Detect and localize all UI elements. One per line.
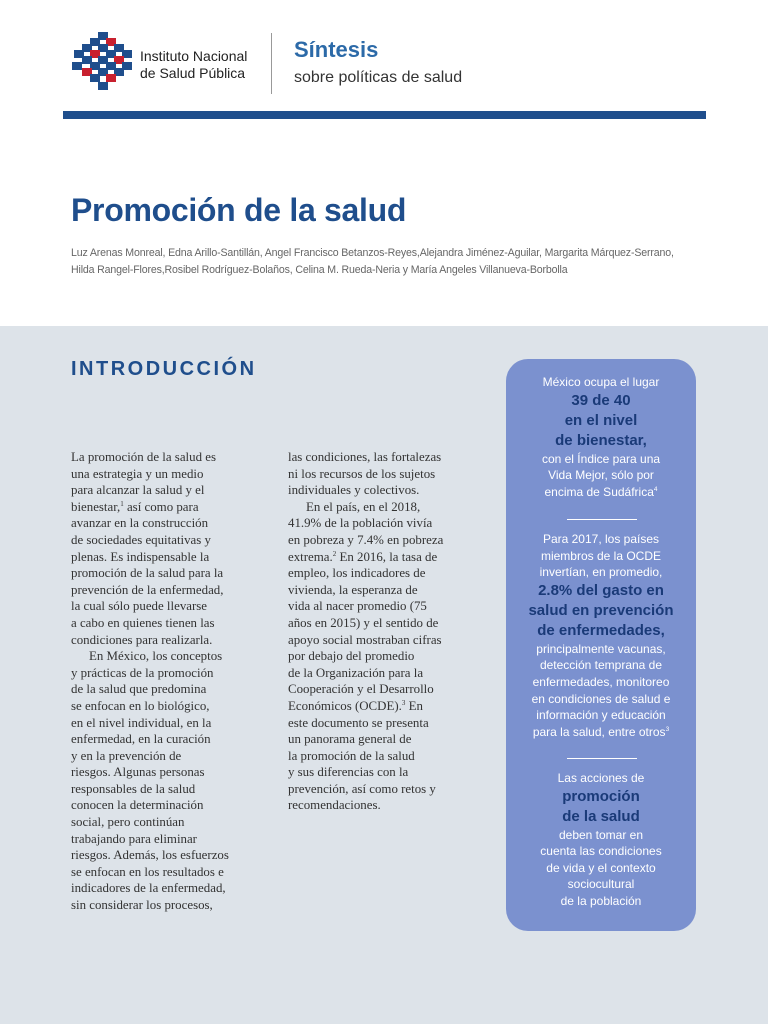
sidebar-text: de vida y el contexto (546, 860, 656, 875)
sidebar-text: de la población (560, 893, 642, 908)
text-line (288, 698, 483, 715)
sidebar-text (506, 724, 696, 741)
text-line: responsables de la salud (71, 781, 196, 796)
text-line: sin considerar los procesos, (71, 898, 213, 913)
sidebar-emphasis: promoción (562, 787, 640, 805)
text-line: años en 2015) y el sentido de (288, 615, 439, 630)
text-line: indicadores de la enfermedad, (71, 881, 226, 896)
text-line (288, 549, 483, 566)
text-line: recomendaciones. (288, 798, 381, 813)
sidebar-divider (567, 758, 637, 759)
authors-line-2: Hilda Rangel-Flores,Rosibel Rodríguez-Bolaños, Celina M. Rueda-Neria y María Angeles Villanueva-Borbolla (71, 264, 568, 276)
text-line: para alcanzar la salud y el (71, 483, 205, 498)
series-title: Síntesis (294, 37, 379, 62)
sidebar-fragment: encima de Sudáfrica (544, 484, 654, 499)
text-line: apoyo social mostraban cifras (288, 632, 442, 647)
footnote-ref: 2 (332, 549, 337, 558)
sidebar-divider (567, 519, 637, 520)
text-line: una estrategia y un medio (71, 466, 204, 481)
sidebar-text: cuenta las condiciones (540, 844, 662, 859)
text-line: y sus diferencias con la (288, 765, 409, 780)
text-fragment: En (405, 698, 423, 713)
text-line: promoción de la salud para la (71, 566, 224, 581)
series-subtitle: sobre políticas de salud (294, 69, 463, 86)
text-fragment: extrema. (288, 549, 333, 564)
text-line: a cabo en quienes tienen las (71, 615, 215, 630)
sidebar-emphasis: 39 de 40 (571, 391, 631, 409)
text-line: vida al nacer promedio (75 (288, 599, 427, 614)
sidebar-text: México ocupa el lugar (542, 375, 660, 389)
sidebar-text: deben tomar en (558, 827, 644, 842)
institute-line-1: Instituto Nacional (140, 48, 248, 64)
sidebar-text: sociocultural (567, 877, 635, 892)
sidebar-block-promotion (506, 770, 696, 910)
text-line: social, pero continúan (71, 815, 185, 830)
authors (71, 245, 711, 279)
text-line: de la salud que predomina (71, 682, 207, 697)
text-line: y prácticas de la promoción (71, 665, 214, 680)
document-title: Promoción de la salud (71, 192, 407, 228)
text-line: La promoción de la salud es (71, 450, 216, 464)
sidebar-block-ocde (506, 531, 696, 740)
sidebar-text: miembros de la OCDE (540, 548, 662, 563)
sidebar-text: Para 2017, los países (542, 532, 660, 546)
text-line: conocen la determinación (71, 798, 204, 813)
text-fragment: así como para (123, 499, 199, 514)
sidebar-emphasis: salud en prevención (528, 601, 674, 619)
text-fragment: En 2016, la tasa de (336, 549, 438, 564)
sidebar-text: invertían, en promedio, (539, 565, 663, 580)
text-line: las condiciones, las fortalezas (288, 450, 442, 464)
text-line: en pobreza y 7.4% en pobreza (288, 532, 444, 547)
text-line: trabajando para eliminar (71, 831, 197, 846)
text-line: vivienda, la esperanza de (288, 582, 418, 597)
sidebar-text: detección temprana de (539, 658, 663, 673)
footnote-ref: 3 (665, 725, 670, 733)
insp-logo-icon (72, 32, 134, 90)
sidebar-text: información y educación (536, 708, 666, 723)
sidebar-text: en condiciones de salud e (531, 691, 671, 706)
text-column-2 (288, 449, 483, 814)
sidebar-text: Vida Mejor, sólo por (548, 468, 654, 483)
text-line: prevención de la enfermedad, (71, 582, 224, 597)
text-line: 41.9% de la población vivía (288, 516, 433, 531)
header-rule (63, 111, 706, 119)
footnote-ref: 1 (120, 499, 124, 508)
text-fragment: bienestar, (71, 499, 121, 514)
authors-line-1: Luz Arenas Monreal, Edna Arillo-Santillán, Angel Francisco Betanzos-Reyes,Alejandra Jiménez-Aguilar, Margarita Márquez-Serrano, (71, 247, 674, 259)
text-line: plenas. Es indispensable la (71, 549, 210, 564)
sidebar-emphasis: de bienestar, (555, 431, 647, 449)
text-line: un panorama general de (288, 732, 412, 747)
text-line: avanzar en la construcción (71, 516, 209, 531)
text-line: individuales y colectivos. (288, 483, 420, 498)
text-line: en el nivel individual, en la (71, 715, 212, 730)
sidebar-text: con el Índice para una (541, 451, 661, 466)
text-line: la promoción de la salud (288, 748, 415, 763)
sidebar-fragment: para la salud, entre otros (532, 724, 666, 739)
sidebar-emphasis: 2.8% del gasto en (538, 581, 664, 599)
text-line: riesgos. Además, los esfuerzos (71, 848, 229, 863)
text-line: En México, los conceptos (89, 649, 223, 664)
text-line: de sociedades equitativas y (71, 532, 211, 547)
text-line: En el país, en el 2018, (306, 499, 421, 514)
sidebar-emphasis: de la salud (562, 807, 640, 825)
text-line: prevención, así como retos y (288, 781, 436, 796)
sidebar-block-wellbeing (506, 374, 696, 500)
text-line: Cooperación y el Desarrollo (288, 682, 434, 697)
text-fragment: Económicos (OCDE). (288, 698, 402, 713)
text-line: condiciones para realizarla. (71, 632, 213, 647)
institute-line-2: de Salud Pública (140, 65, 246, 81)
footnote-ref: 3 (401, 698, 406, 707)
footnote-ref: 4 (653, 485, 658, 493)
text-line (71, 499, 261, 516)
institute-name (140, 48, 247, 82)
text-line: riesgos. Algunas personas (71, 765, 205, 780)
sidebar-text: Las acciones de (557, 771, 645, 785)
text-line: por debajo del promedio (288, 649, 415, 664)
text-line: ni los recursos de los sujetos (288, 466, 436, 481)
text-line: empleo, los indicadores de (288, 566, 426, 581)
sidebar-emphasis: de enfermedades, (537, 621, 665, 639)
header (0, 0, 768, 130)
text-column-1 (71, 449, 261, 914)
text-line: este documento se presenta (288, 715, 429, 730)
sidebar-text: principalmente vacunas, (536, 641, 666, 656)
sidebar-text (506, 484, 696, 501)
text-line: y en la prevención de (71, 748, 182, 763)
text-line: se enfocan en los resultados e (71, 864, 224, 879)
text-line: de la Organización para la (288, 665, 424, 680)
text-line: la cual sólo puede llevarse (71, 599, 208, 614)
text-line: enfermedad, en la curación (71, 732, 211, 747)
text-line: se enfocan en lo biológico, (71, 698, 210, 713)
section-heading-introduction: INTRODUCCIÓN (71, 358, 257, 380)
highlight-sidebar (506, 359, 696, 931)
sidebar-emphasis: en el nivel (564, 411, 638, 429)
header-divider (271, 33, 272, 94)
sidebar-text: enfermedades, monitoreo (532, 674, 670, 689)
